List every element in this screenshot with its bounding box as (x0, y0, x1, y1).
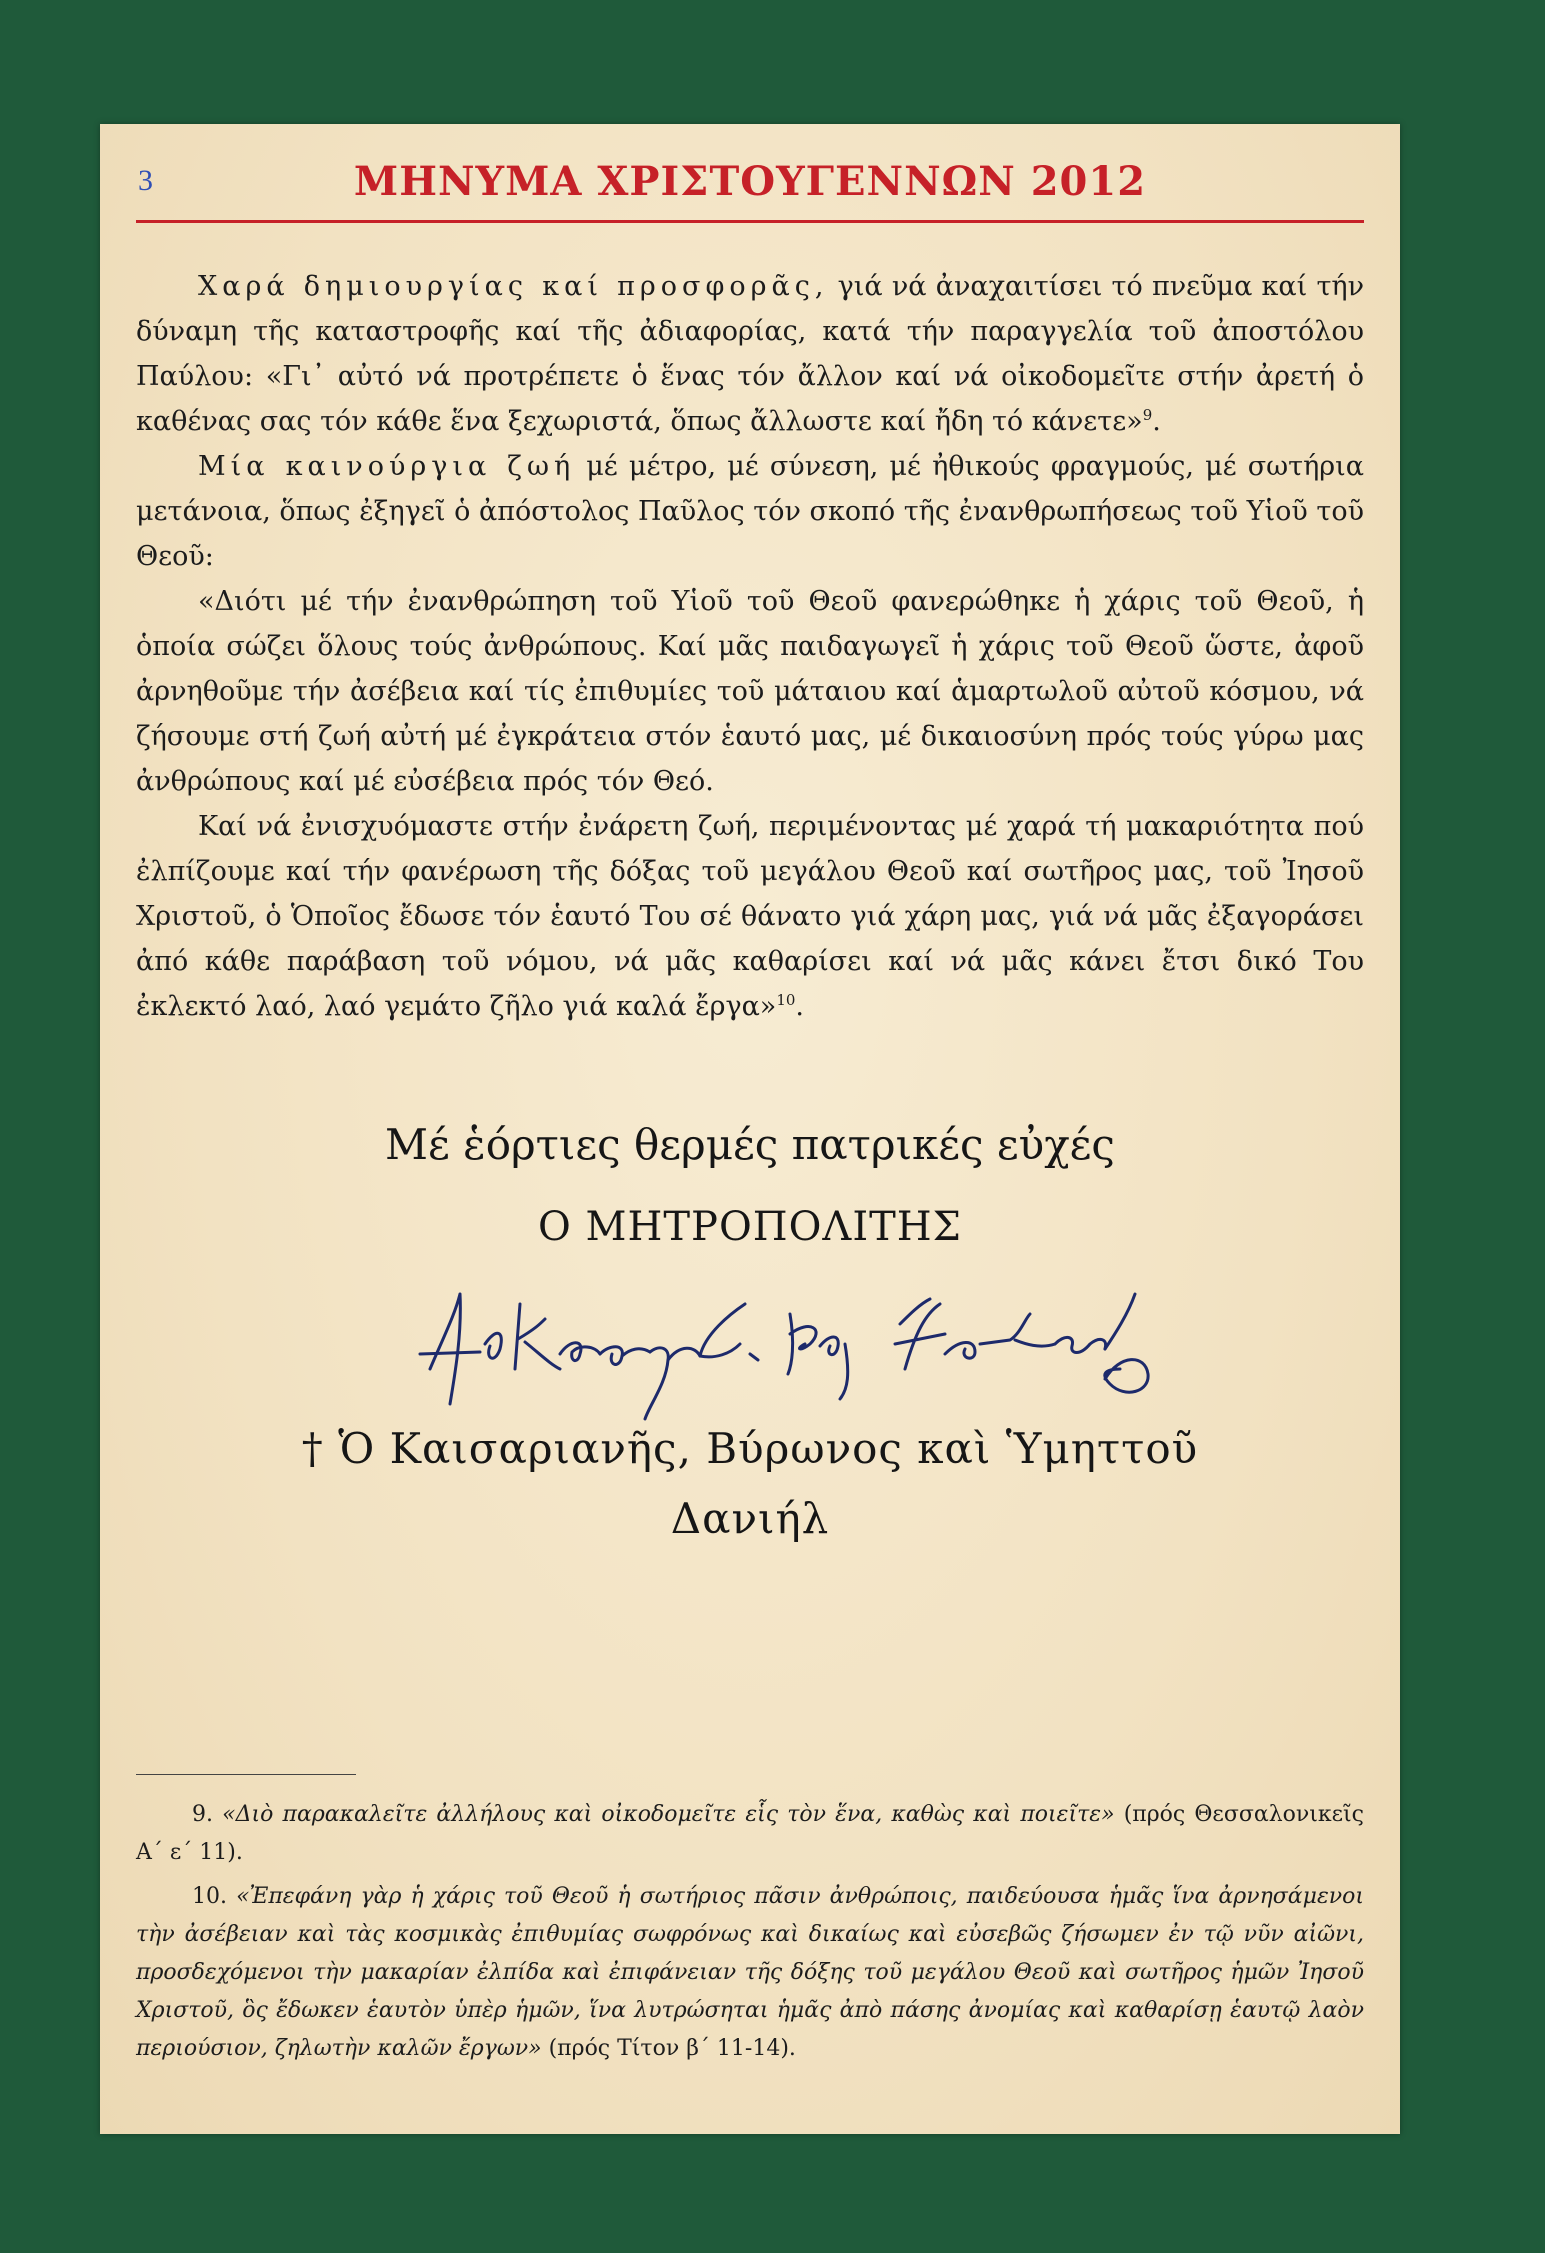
page-number: 3 (138, 164, 153, 197)
closing-greeting: Μέ ἑόρτιες θερμές πατρικές εὐχές (385, 1120, 1115, 1169)
paragraph-text: γιά νά ἀναχαιτίσει τό πνεῦμα καί τήν δύναμη τῆς καταστροφῆς καί τῆς ἀδιαφορίας, κατά τήν παραγγελία τοῦ ἀποστόλου Παύλου: «Γι᾽ αὐτό νά προτρέπετε ὁ ἕνας τόν ἄλλον καί νά οἰκοδομεῖτε στήν ἀρετή ὁ καθένας σας τόν κάθε ἕνα ξεχωριστά, ὅπως ἄλλωστε καί ἤδη τό κάνετε» (136, 271, 1364, 437)
footnote-quote: «Ἐπεφάνη γὰρ ἡ χάρις τοῦ Θεοῦ ἡ σωτήριος πᾶσιν ἀνθρώποις, παιδεύουσα ἡμᾶς ἵνα ἀρνησάμενοι τὴν ἀσέβειαν καὶ τὰς κοσμικὰς ἐπιθυμίας σωφρόνως καὶ δικαίως καὶ εὐσεβῶς ζήσωμεν ἐν τῷ νῦν αἰῶνι, προσδεχόμενοι τὴν μακαρίαν ἐλπίδα καὶ ἐπιφάνειαν τῆς δόξης τοῦ μεγάλου Θεοῦ καὶ σωτῆρος ἡμῶν Ἰησοῦ Χριστοῦ, ὃς ἔδωκεν ἑαυτὸν ὑπὲρ ἡμῶν, ἵνα λυτρώσηται ἡμᾶς ἀπὸ πάσης ἀνομίας καὶ καθαρίσῃ ἑαυτῷ λαὸν περιούσιον, ζηλωτὴν καλῶν ἔργων» (136, 1884, 1364, 2061)
letter-page (100, 124, 1400, 2134)
bishop-title: † Ὁ Καισαριανῆς, Βύρωνος καὶ Ὑμηττοῦ (301, 1424, 1199, 1473)
letter-body (136, 264, 1364, 1029)
paragraph-3: «Διότι μέ τήν ἐνανθρώπηση τοῦ Υἱοῦ τοῦ Θεοῦ φανερώθηκε ἡ χάρις τοῦ Θεοῦ, ἡ ὁποία σώζει ὅλους τούς ἀνθρώπους. Καί μᾶς παιδαγωγεῖ ἡ χάρις τοῦ Θεοῦ ὥστε, ἀφοῦ ἀρνηθοῦμε τήν ἀσέβεια καί τίς ἐπιθυμίες τοῦ μάταιου καί ἁμαρτωλοῦ αὐτοῦ κόσμου, νά ζήσουμε στή ζωή αὐτή μέ ἐγκράτεια στόν ἑαυτό μας, μέ δικαιοσύνη πρός τούς γύρω μας ἀνθρώπους καί μέ εὐσέβεια πρός τόν Θεό. (136, 586, 1364, 797)
bishop-name: Δανιήλ (670, 1494, 830, 1543)
footnote-number: 10. (192, 1884, 227, 1909)
paragraph-2 (136, 444, 1364, 579)
paragraph-text: Καί νά ἐνισχυόμαστε στήν ἐνάρετη ζωή, περιμένοντας μέ χαρά τή μακαριότητα πού ἐλπίζουμε καί τήν φανέρωση τῆς δόξας τοῦ μεγάλου Θεοῦ καί σωτῆρος μας, τοῦ Ἰησοῦ Χριστοῦ, ὁ Ὁποῖος ἔδωσε τόν ἑαυτό Του σέ θάνατο γιά χάρη μας, γιά νά μᾶς ἐξαγοράσει ἀπό κάθε παράβαση τοῦ νόμου, νά μᾶς καθαρίσει καί νά μᾶς κάνει ἔτσι δικό Του ἐκλεκτό λαό, λαό γεμάτο ζῆλο γιά καλά ἔργα» (136, 811, 1364, 1022)
paragraph-4 (136, 804, 1364, 1029)
metropolitan-title: Ο ΜΗΤΡΟΠΟΛΙΤΗΣ (538, 1204, 962, 1250)
page-header (136, 154, 1364, 223)
footnote-ref-9[interactable]: 9 (1142, 406, 1153, 424)
paragraph-text: μέ μέτρο, μέ σύνεση, μέ ἠθικούς φραγμούς, μέ σωτήρια μετάνοια, ὅπως ἐξηγεῖ ὁ ἀπόστολος Παῦλος τόν σκοπό τῆς ἐνανθρωπήσεως τοῦ Υἱοῦ τοῦ Θεοῦ: (136, 451, 1364, 572)
footnote-reference: (πρός Θεσσαλονικεῖς Α΄ ε΄ 11). (136, 1802, 1364, 1865)
footnote-ref-10[interactable]: 10 (776, 991, 796, 1009)
paragraph-lead: Μία καινούργια ζωή (198, 451, 576, 482)
paragraph-1 (136, 264, 1364, 444)
footnotes (136, 1796, 1364, 2074)
handwritten-signature (400, 1274, 1160, 1424)
footnote-10 (136, 1878, 1364, 2068)
paragraph-lead: Χαρά δημιουργίας καί προσφορᾶς, (198, 271, 829, 302)
paragraph-end: . (795, 991, 805, 1022)
footnote-9 (136, 1796, 1364, 1872)
paragraph-end: . (1152, 406, 1161, 437)
footnote-quote: «Διὸ παρακαλεῖτε ἀλλήλους καὶ οἰκοδομεῖτε εἷς τὸν ἕνα, καθὼς καὶ ποιεῖτε» (222, 1802, 1115, 1827)
footnote-number: 9. (192, 1802, 213, 1827)
page-title: ΜΗΝΥΜΑ ΧΡΙΣΤΟΥΓΕΝΝΩΝ 2012 (353, 158, 1147, 205)
footnote-reference: (πρός Τίτον β΄ 11-14). (541, 2036, 796, 2061)
footnote-divider (136, 1774, 356, 1775)
